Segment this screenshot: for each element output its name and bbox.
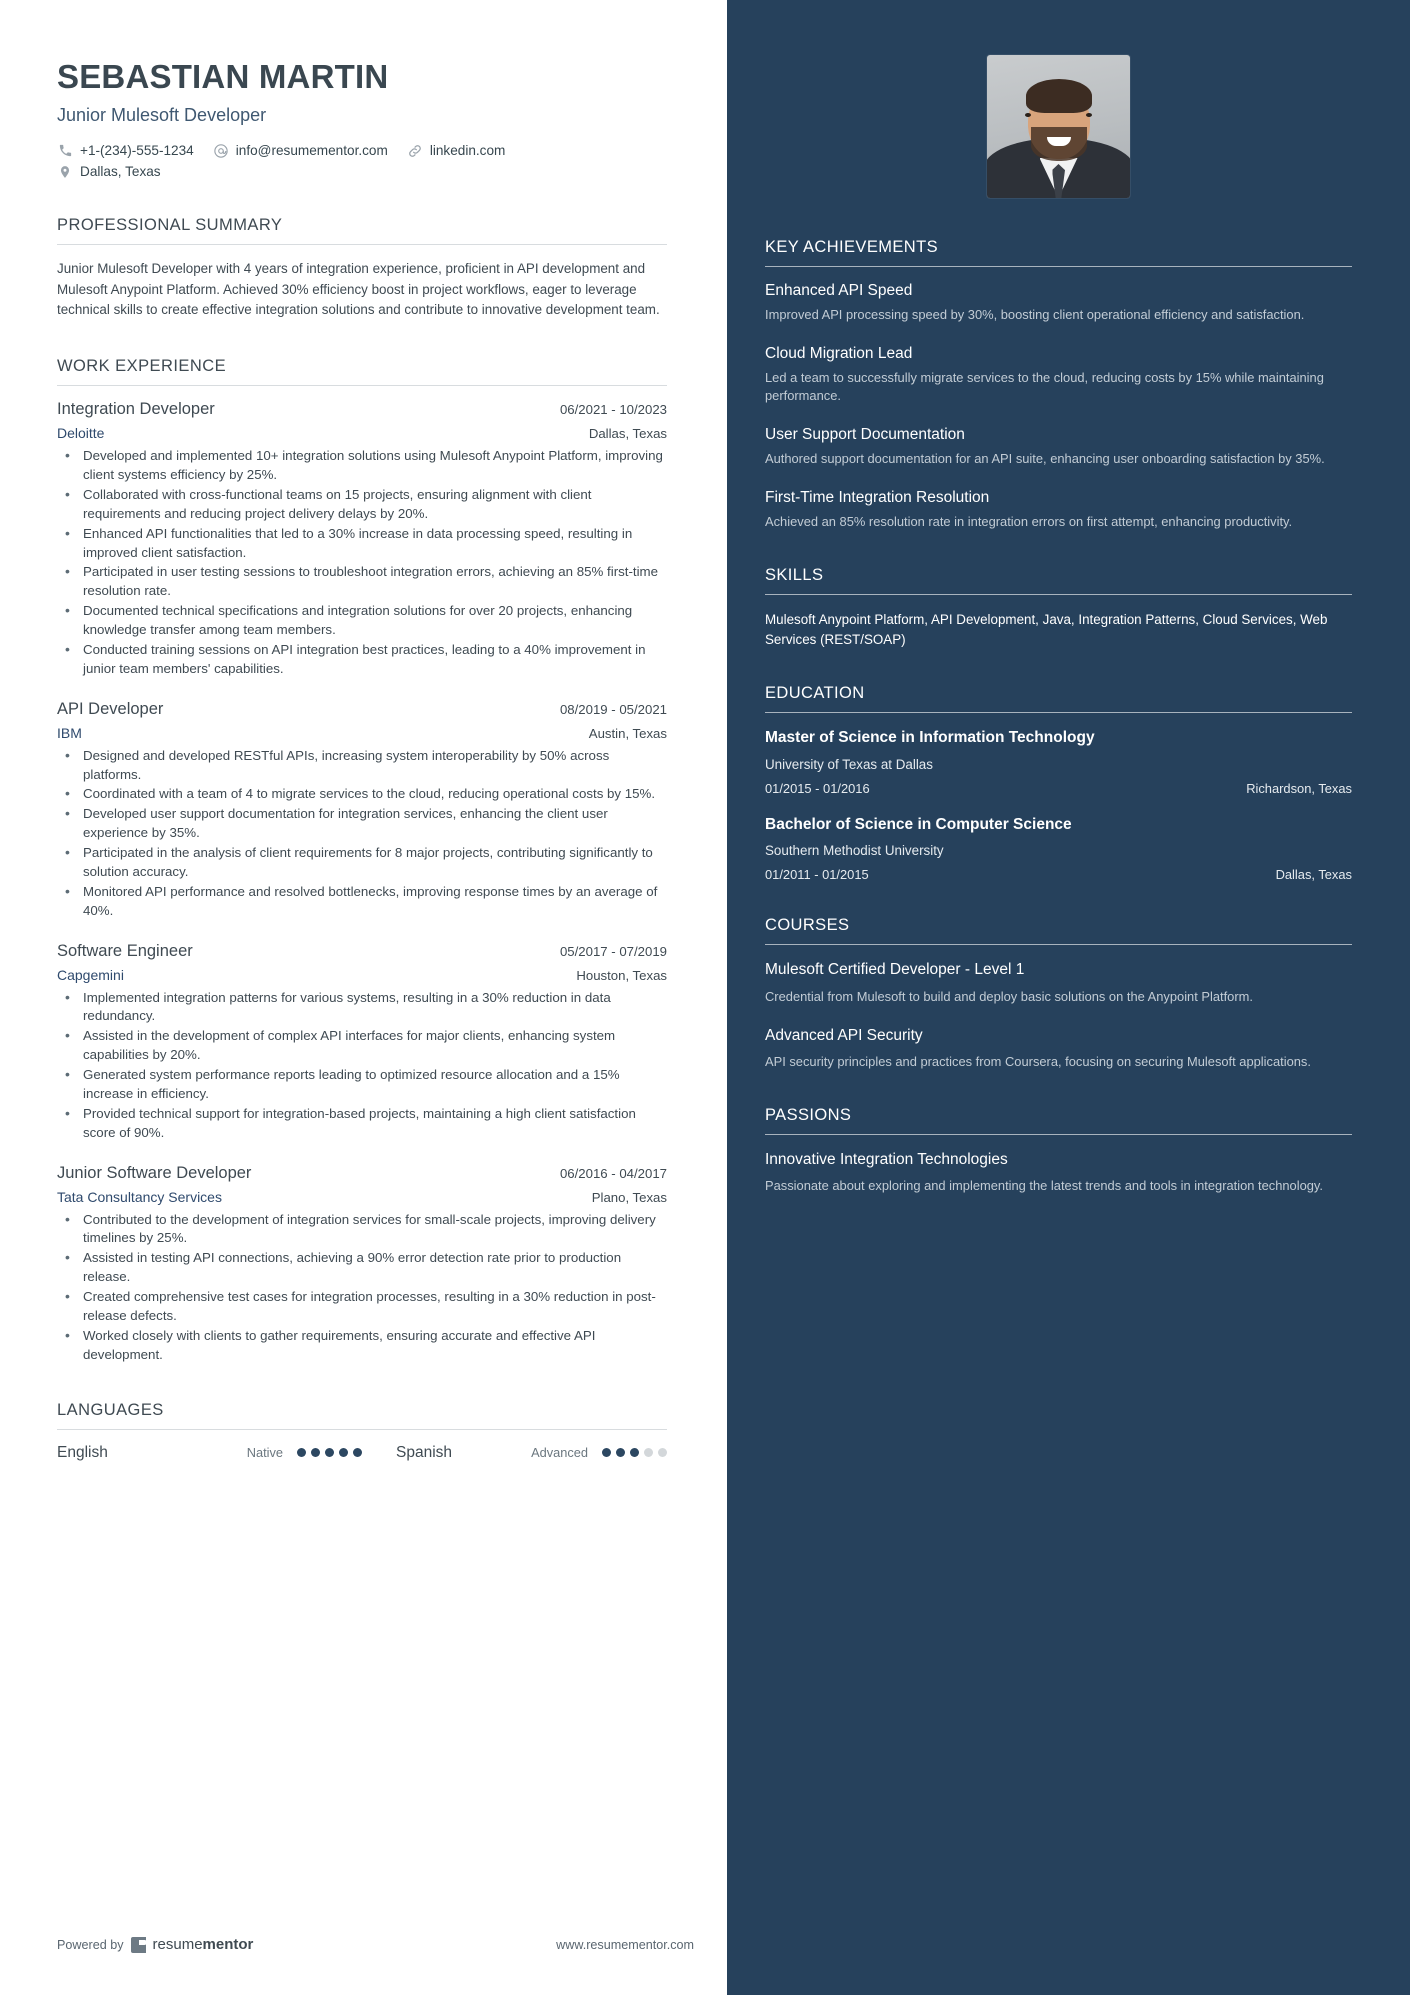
- languages-row: [57, 1444, 667, 1462]
- phone-icon: [57, 143, 73, 159]
- passions-divider: [765, 1134, 1352, 1135]
- job-role: Software Engineer: [57, 941, 193, 960]
- footer-website: www.resumementor.com: [556, 1937, 694, 1952]
- job-bullet: • Developed and implemented 10+ integration solutions using Mulesoft Anypoint Platform, improving client systems efficiency by 25%.: [57, 447, 667, 485]
- job-bullet: • Assisted in the development of complex API interfaces for major clients, enhancing system capabilities by 20%.: [57, 1027, 667, 1065]
- job-role: Integration Developer: [57, 400, 215, 419]
- job-bullet: • Created comprehensive test cases for integration processes, resulting in a 30% reduction in post-release defects.: [57, 1288, 667, 1326]
- language-item: [362, 1444, 667, 1462]
- achievement-item: [765, 426, 1352, 469]
- brand-light-text: resume: [152, 1936, 203, 1953]
- skills-text: Mulesoft Anypoint Platform, API Development, Java, Integration Patterns, Cloud Services, Web Services (REST/SOAP): [765, 611, 1328, 647]
- contact-line-location: [57, 164, 667, 180]
- rating-dot: [353, 1448, 362, 1457]
- achievement-desc: Improved API processing speed by 30%, boosting client operational efficiency and satisfaction.: [765, 307, 1305, 322]
- contact-email: [213, 143, 388, 159]
- achievement-title: Enhanced API Speed: [765, 282, 913, 299]
- language-level: Advanced: [531, 1445, 588, 1461]
- language-level: Native: [246, 1445, 283, 1461]
- avatar-eye-left: [1025, 113, 1031, 117]
- achievement-item: [765, 489, 1352, 532]
- education-meta: [765, 867, 1352, 882]
- job-dates: 05/2017 - 07/2019: [559, 943, 667, 959]
- job-bullet: • Provided technical support for integration-based projects, maintaining a high client satisfaction score of 90%.: [57, 1105, 667, 1143]
- passion-title: Innovative Integration Technologies: [765, 1151, 1008, 1169]
- job-bullet: • Conducted training sessions on API integration best practices, leading to a 40% improvement in junior team members' capabilities.: [57, 641, 667, 679]
- language-item: [57, 1444, 362, 1462]
- achievement-title: First-Time Integration Resolution: [765, 488, 990, 506]
- contact-location-text: Dallas, Texas: [80, 164, 161, 180]
- contact-linkedin: [407, 143, 506, 159]
- education-degree: Master of Science in Information Technology: [765, 728, 1095, 746]
- job-bullets: [57, 989, 667, 1143]
- job-company: Deloitte: [57, 425, 105, 442]
- rating-dot: [339, 1448, 348, 1457]
- language-rating-dots: [602, 1448, 667, 1457]
- job-header: [57, 400, 667, 419]
- course-desc: Credential from Mulesoft to build and deploy basic solutions on the Anypoint Platform.: [765, 988, 1253, 1004]
- job-entry: [57, 400, 667, 679]
- skills-heading: SKILLS: [765, 565, 824, 584]
- section-professional-summary: [57, 216, 667, 321]
- contact-info: [57, 143, 667, 180]
- job-bullet: • Participated in user testing sessions to troubleshoot integration errors, achieving an 85% first-time resolution rate.: [57, 563, 667, 601]
- avatar-eye-right: [1086, 113, 1092, 117]
- job-header: [57, 1164, 667, 1183]
- job-bullet: • Participated in the analysis of client requirements for 8 major projects, contributing significantly to solution accuracy.: [57, 844, 667, 882]
- achievement-desc: Authored support documentation for an API suite, enhancing user onboarding satisfaction by 35%.: [765, 451, 1325, 467]
- section-languages: [57, 1401, 667, 1462]
- rating-dot: [658, 1448, 667, 1457]
- job-bullet: • Documented technical specifications and integration solutions for over 20 projects, enhancing knowledge transfer among team members.: [57, 602, 667, 640]
- sidebar: [727, 0, 1410, 1995]
- page-footer: [57, 1936, 694, 1953]
- work-heading: WORK EXPERIENCE: [57, 357, 227, 376]
- job-dates: 06/2021 - 10/2023: [559, 402, 667, 418]
- education-dates: 01/2015 - 01/2016: [765, 780, 870, 796]
- location-pin-icon: [57, 164, 73, 180]
- achievement-item: [765, 345, 1352, 406]
- job-subheader: [57, 425, 667, 441]
- brand-wordmark: [153, 1936, 254, 1953]
- avatar-hair: [1026, 79, 1092, 113]
- work-divider: [57, 385, 667, 386]
- header-job-title: Junior Mulesoft Developer: [57, 104, 267, 125]
- avatar: [987, 55, 1130, 198]
- contact-line-primary: [57, 143, 667, 159]
- course-item: [765, 1026, 1352, 1072]
- job-bullets: [57, 1211, 667, 1365]
- section-passions: [765, 1106, 1352, 1196]
- page-title: SEBASTIAN MARTIN: [57, 58, 389, 95]
- rating-dot: [325, 1448, 334, 1457]
- job-location: Dallas, Texas: [588, 426, 667, 442]
- education-school: Southern Methodist University: [765, 843, 944, 859]
- job-dates: 06/2016 - 04/2017: [559, 1165, 667, 1181]
- job-entry: [57, 700, 667, 921]
- job-header: [57, 700, 667, 719]
- education-item: [765, 728, 1352, 796]
- achievements-divider: [765, 266, 1352, 267]
- job-bullet: • Enhanced API functionalities that led to a 30% increase in data processing speed, resulting in improved client satisfaction.: [57, 525, 667, 563]
- language-rating-dots: [297, 1448, 362, 1457]
- job-role: API Developer: [57, 699, 164, 718]
- course-desc: API security principles and practices from Coursera, focusing on securing Mulesoft applications.: [765, 1054, 1311, 1070]
- job-location: Houston, Texas: [576, 967, 667, 983]
- rating-dot: [297, 1448, 306, 1457]
- course-title: Mulesoft Certified Developer - Level 1: [765, 961, 1025, 979]
- rating-dot: [616, 1448, 625, 1457]
- job-bullet: • Coordinated with a team of 4 to migrate services to the cloud, reducing operational costs by 15%.: [57, 785, 667, 804]
- powered-by-label: Powered by: [57, 1937, 124, 1952]
- achievement-desc: Led a team to successfully migrate services to the cloud, reducing costs by 15% while maintaining performance.: [765, 369, 1324, 404]
- contact-email-text: info@resumementor.com: [235, 143, 388, 159]
- contact-phone: [57, 143, 194, 159]
- skills-divider: [765, 594, 1352, 595]
- achievements-heading: KEY ACHIEVEMENTS: [765, 238, 938, 256]
- education-heading: EDUCATION: [765, 683, 865, 702]
- languages-heading: LANGUAGES: [57, 1400, 164, 1419]
- job-entry: [57, 1164, 667, 1365]
- section-skills: [765, 566, 1352, 650]
- contact-location: [57, 164, 161, 180]
- job-subheader: [57, 725, 667, 741]
- passions-heading: PASSIONS: [765, 1106, 852, 1125]
- education-school: University of Texas at Dallas: [765, 756, 933, 772]
- link-icon: [407, 143, 423, 159]
- education-item: [765, 815, 1352, 883]
- course-title: Advanced API Security: [765, 1027, 923, 1045]
- job-bullet: • Generated system performance reports leading to optimized resource allocation and a 15% increase in efficiency.: [57, 1066, 667, 1104]
- brand-bold-text: mentor: [202, 1936, 254, 1953]
- contact-phone-text: +1-(234)-555-1234: [80, 143, 194, 159]
- rating-dot: [602, 1448, 611, 1457]
- summary-divider: [57, 244, 667, 245]
- section-courses: [765, 916, 1352, 1072]
- job-header: [57, 942, 667, 961]
- job-bullet: • Designed and developed RESTful APIs, increasing system interoperability by 50% across platforms.: [57, 747, 667, 785]
- job-bullets: [57, 447, 667, 679]
- job-subheader: [57, 1189, 667, 1205]
- achievement-title: User Support Documentation: [765, 426, 965, 444]
- email-icon: [213, 143, 229, 159]
- rating-dot: [644, 1448, 653, 1457]
- education-meta: [765, 781, 1352, 796]
- courses-divider: [765, 944, 1352, 945]
- summary-text: Junior Mulesoft Developer with 4 years of integration experience, proficient in API development and Mulesoft Anypoint Platform. Achieved 30% efficiency boost in project workflows, eager to leverage technical skills to create effective integration solutions and contribute to innovative development team.: [57, 260, 660, 318]
- job-bullet: • Implemented integration patterns for various systems, resulting in a 30% reduction in data redundancy.: [57, 989, 667, 1027]
- job-bullet: • Monitored API performance and resolved bottlenecks, improving response times by an average of 40%.: [57, 883, 667, 921]
- job-bullet: • Worked closely with clients to gather requirements, ensuring accurate and effective API development.: [57, 1327, 667, 1365]
- job-bullet: • Contributed to the development of integration services for small-scale projects, improving delivery timelines by 25%.: [57, 1211, 667, 1249]
- rating-dot: [311, 1448, 320, 1457]
- avatar-wrapper: [765, 55, 1352, 198]
- job-bullet: • Developed user support documentation for integration services, enhancing the client user experience by 35%.: [57, 805, 667, 843]
- education-divider: [765, 712, 1352, 713]
- contact-linkedin-text: linkedin.com: [429, 143, 506, 159]
- job-entry: [57, 942, 667, 1143]
- job-company: Capgemini: [57, 966, 124, 983]
- job-subheader: [57, 967, 667, 983]
- job-bullet: • Collaborated with cross-functional teams on 15 projects, ensuring alignment with client requirements and reducing project delivery delays by 20%.: [57, 486, 667, 524]
- language-name: English: [57, 1443, 108, 1461]
- brand-block: [57, 1936, 253, 1953]
- language-name: Spanish: [396, 1443, 453, 1461]
- course-item: [765, 960, 1352, 1006]
- achievement-item: [765, 282, 1352, 325]
- summary-heading: PROFESSIONAL SUMMARY: [57, 215, 283, 234]
- languages-divider: [57, 1429, 667, 1430]
- job-role: Junior Software Developer: [57, 1163, 252, 1182]
- section-work-experience: [57, 357, 667, 1364]
- achievement-desc: Achieved an 85% resolution rate in integration errors on first attempt, enhancing productivity.: [765, 513, 1293, 529]
- passion-item: [765, 1150, 1352, 1196]
- job-company: IBM: [57, 724, 82, 741]
- section-key-achievements: [765, 238, 1352, 532]
- job-bullets: [57, 747, 667, 921]
- job-location: Plano, Texas: [591, 1189, 667, 1205]
- education-dates: 01/2011 - 01/2015: [765, 867, 869, 883]
- resumementor-logo-icon: [131, 1937, 146, 1953]
- job-location: Austin, Texas: [588, 725, 667, 741]
- courses-heading: COURSES: [765, 916, 850, 935]
- job-dates: 08/2019 - 05/2021: [559, 701, 667, 717]
- achievement-title: Cloud Migration Lead: [765, 344, 913, 362]
- education-location: Richardson, Texas: [1246, 780, 1352, 796]
- rating-dot: [630, 1448, 639, 1457]
- job-bullet: • Assisted in testing API connections, achieving a 90% error detection rate prior to production release.: [57, 1249, 667, 1287]
- section-education: [765, 684, 1352, 883]
- passion-desc: Passionate about exploring and implementing the latest trends and tools in integration technology.: [765, 1178, 1323, 1194]
- education-location: Dallas, Texas: [1275, 867, 1352, 883]
- job-company: Tata Consultancy Services: [57, 1188, 222, 1205]
- education-degree: Bachelor of Science in Computer Science: [765, 815, 1072, 833]
